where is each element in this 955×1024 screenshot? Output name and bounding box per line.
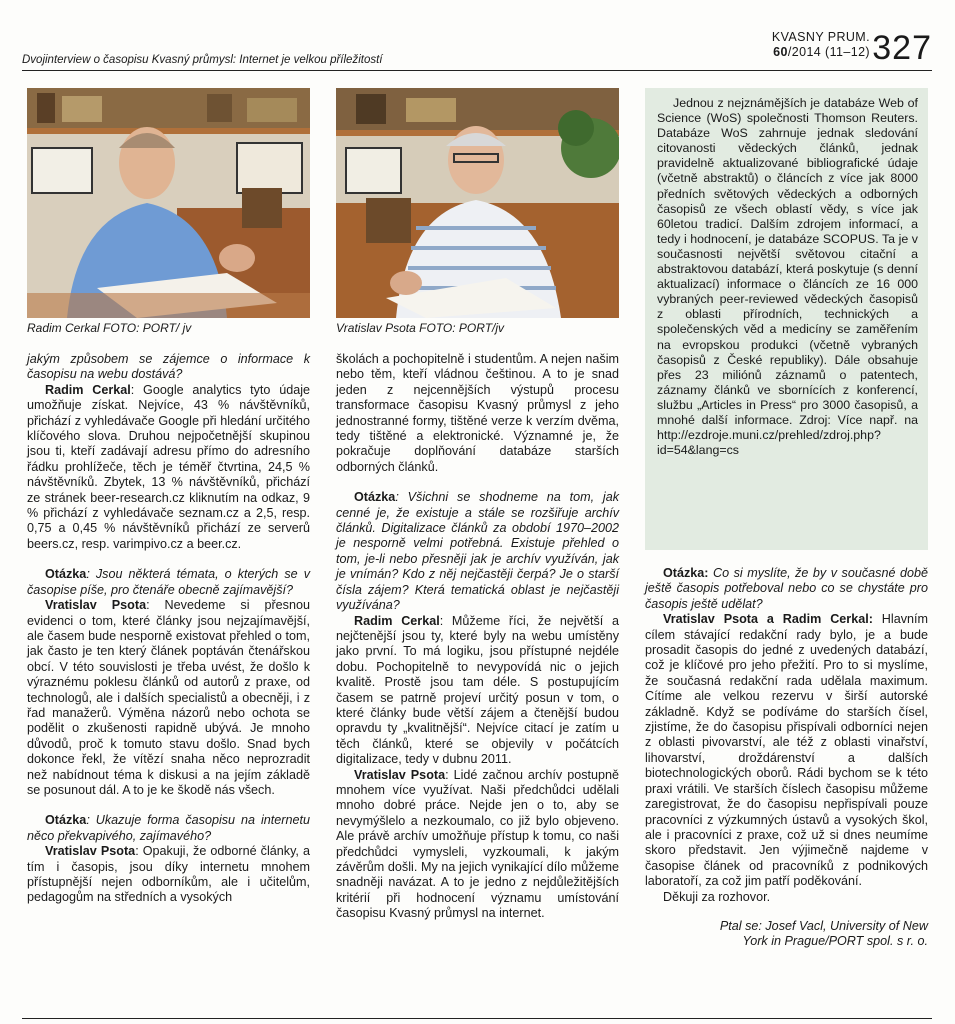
answer-paragraph [336, 614, 619, 768]
column-1 [27, 352, 310, 906]
photo-vratislav-psota [336, 88, 619, 318]
photo-illustration [336, 88, 619, 318]
answer-text: Hlavním cílem stávající redakční rady bylo, je a bude prosadit časopis do jedné z uvedených databází, což je klíčové pro jeho přežití. Pro to si myslíme, že současná redakční rada udělala maximum. Cítíme ale velkou rezervu v širší autorské základně. Když se podíváme do starších čísel, zjistíme, že do časopisu přispívali odborníci nejen z oblasti pivovarství, ale též z oblasti vinařství, lihovarství, droždárenství a dalších biotechnologických oborů. Rádi bychom se k této praxi vrátili. Ve starších číslech časopisu můžeme zaregistrovat, že do časopisu nepřispívali pouze pracovníci z výzkumných ústavů a vysokých škol, ale i pracovníci z praxe, což už si dnes neumíme skoro představit. Jen výjimečně najdeme v časopise článek od pracovníků z podnikových laboratoří, za což jim patří poděkování. [645, 612, 928, 889]
closing-line: Děkuji za rozhovor. [663, 889, 771, 904]
speaker-name: Vratislav Psota [354, 767, 446, 782]
question-text: : Jsou některá témata, o kterých se v časopise píše, pro čtenáře obecně zajímavější? [27, 567, 310, 597]
answer-continuation: školách a pochopitelně i studentům. A nejen našim nebo těm, kteří vládnou češtinou. A to je snad jeden z nejcennějších výstupů procesu transformace časopisu Kvasný průmysl z jeho jednostranné formy, tištěné verze k verzím dvěma, tedy tištěné a elektronické. Významné je, že pokračuje doplňování databáze starších odborných článků. [336, 352, 619, 474]
column-3 [645, 566, 928, 950]
question-text: : Všichni se shodneme na tom, jak cenné je, že existuje a stále se rozšiřuje archív článků. Digitalizace článků za období 1970–2002 je nesporně velmi potřebná. Existuje přehled o tom, je-li nebo přesněji jak je archív využíván, jak je vnímán? Kdo z něj nejčastěji čerpá? Je o starší čísla zájem? Která tematická oblast je nejčastěji využívána? [336, 490, 619, 613]
speaker-name: Radim Cerkal [354, 613, 440, 628]
answer-text: : Google analytics tyto údaje umožňuje získat. Nejvíce, 43 % návštěvníků, přichází z vyhledávače Google při hledání určitého klíčového slova. Druhou nejpočetnější skupinou jsou ti, kteří zadávají adresu přímo do adresního řádku prohlížeče, těch je téměř čtvrtina, 24,5 % návštěvníků. Zbytek, 13 % návštěvníků, přichází ze stránek beer-research.cz kliknutím na odkaz, 9 % přichází z vyhledávače seznam.cz a 2,5, resp. 0,75 a 0,45 % návštěvníků přichází ze serverů beers.cz, resp. varimpivo.cz a beer.cz. [27, 382, 311, 551]
signature-line-1: Ptal se: Josef Vacl, University of New [719, 918, 928, 933]
question-text: : Ukazuje forma časopisu na internetu něco překvapivého, zajímavého? [27, 813, 310, 843]
journal-issue [772, 45, 870, 60]
speaker-name: Vratislav Psota [45, 844, 136, 859]
question-text: Co si myslíte, že by v současné době ještě časopis potřeboval nebo co se chystáte pro časopis ještě udělat? [645, 566, 928, 611]
answer-paragraph [27, 844, 310, 906]
question-continuation: jakým způsobem se zájemce o informace k časopisu na webu dostává? [27, 352, 310, 382]
question-paragraph [27, 567, 310, 598]
journal-name: KVASNY PRUM. [771, 30, 870, 44]
question-paragraph [27, 813, 310, 844]
answer-text: : Lidé začnou archív postupně mnohem více využívat. Naši předchůdci udělali mnoho dobré práce. Nejde jen o to, aby se nevymýšlelo a nezkoumalo, co již bylo objeveno. Ale právě archív umožňuje přístup k tomu, co naši předchůdci vymysleli, vyzkoumali, k jakým závěrům došli. My na jejich vynikající dílo můžeme snadněji navázat. A to je jedno z nejdůležitějších kritérií při hodnocení významu umístování časopisu Kvasný průmysl na internet. [336, 767, 620, 921]
photo-caption-2: Vratislav Psota FOTO: PORT/jv [336, 321, 505, 335]
answer-text: : Opakuji, že odborné články, a tím i časopis, jsou díky internetu mnohem přístupnější nejen odborníkům, ale i učitelům, pedagogům na středních a vysokých [27, 844, 311, 905]
answer-text: : Můžeme říci, že největší a nejčtenější jsou ty, které byly na webu umístěny jako první. To má logiku, jsou přístupné nejdéle dobu. Pochopitelně to nevypovídá nic o jejich kvalitě. Prostě jsou tam déle. S postupujícím časem se patrně projeví určitý posun v tom, o které články bude větší zájem a čtenější budou opravdu ty „kvalitnější“. Nejvíce citací je zatím u těch článků, které se objevily v počátcích digitalizace, tedy v dubnu 2011. [336, 613, 619, 767]
answer-paragraph [336, 768, 619, 922]
question-paragraph [645, 566, 928, 612]
question-label: Otázka: [663, 566, 709, 580]
photo-caption-1: Radim Cerkal FOTO: PORT/ jv [27, 321, 192, 335]
speaker-name: Vratislav Psota a Radim Cerkal: [663, 612, 873, 627]
answer-text: : Nevedeme si přesnou evidenci o tom, které články jsou nejzajímavější, ale časem bude nesporně existovat přehled o tom, jak často je ten který článek poptáván čtenářskou obcí. V této souvislosti je třeba uvést, že došlo k výraznému poklesu článků od autorů z praxe, od technologů, ale i dalších specialistů a obecněji, i z řad manažerů. Výměna názorů nebo ochota se podělit o zkušenosti rapidně ubývá. Je mnoho důvodů, proč k tomuto stavu došlo. Snad bych dokonce řekl, že vítězí snaha něco neprozradit než nabídnout téma k diskusi a na jejím základě se posunout dál. A to je ke škodě nás všech. [27, 598, 310, 797]
info-box-text: Jednou z nejznámějších je databáze Web of Science (WoS) společnosti Thomson Reuters. Databáze WoS zahrnuje jednak sledování citovanosti vědeckých článků, jednak pravidelně aktualizované bibliografické údaje (včetně abstraktů) o článcích z více jak 8000 předních světových vědeckých a odborných časopisů ze všech oblastí vědy, s více jak 60letou tradicí. Dalším zdrojem informací, a tedy i hodnocení, je databáze SCOPUS. Ta je v současnosti největší světovou citační a abstraktovou databází, která poskytuje (s denní aktualizací) informace o článcích ze 16 000 vybraných peer-reviewed vědeckých časopisů z oblasti přírodních, technických a společenských věd a medicíny se zaměřením na evropskou produkci (včetně vybraných časopisů z České republiky). Dále obsahuje přes 23 miliónů záznamů o patentech, záznamy článků ve sbornících z konferencí, službu „Articles in Press“ pro 3000 časopisů, a mnohé další informace. Zdroj: Více např. na http://ezdroje.muni.cz/prehled/zdroj.php?id=54&lang=cs [657, 96, 918, 458]
answer-paragraph [645, 612, 928, 889]
photo-illustration [27, 88, 310, 318]
page-header [22, 30, 932, 71]
speaker-name: Vratislav Psota [45, 598, 147, 613]
question-label: Otázka [354, 490, 396, 505]
question-paragraph [336, 490, 619, 613]
question-label: Otázka [45, 813, 87, 828]
issue-volume: 60 [773, 45, 788, 59]
question-label: Otázka [45, 567, 87, 582]
answer-paragraph [27, 598, 310, 798]
page-number: 327 [872, 29, 932, 67]
signature-line-2: York in Prague/PORT spol. s r. o. [742, 934, 928, 949]
journal-info [772, 30, 870, 60]
footer-rule [22, 1018, 932, 1019]
speaker-name: Radim Cerkal [45, 382, 131, 397]
issue-date: /2014 (11–12) [787, 45, 870, 59]
answer-paragraph [27, 383, 310, 552]
running-title: Dvojinterview o časopisu Kvasný průmysl: Internet je velkou příležitostí [22, 54, 383, 66]
info-box [645, 88, 928, 550]
photo-radim-cerkal [27, 88, 310, 318]
column-2 [336, 352, 619, 922]
signature [645, 919, 928, 950]
